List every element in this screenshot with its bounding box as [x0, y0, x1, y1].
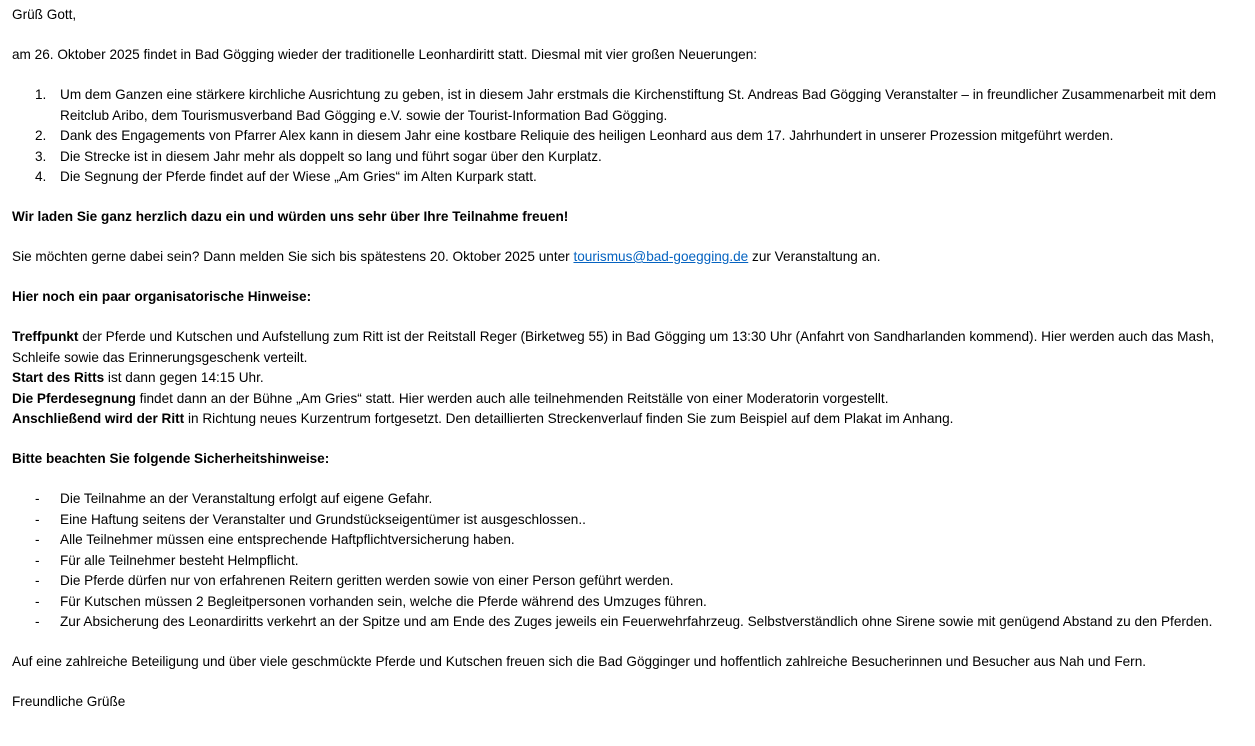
safety-heading — [12, 449, 1247, 470]
org-item-label: Anschließend wird der Ritt — [12, 411, 185, 426]
list-item-text: Für Kutschen müssen 2 Begleitpersonen vorhanden sein, welche die Pferde während des Umzuges führen. — [60, 593, 707, 609]
org-item-text: ist dann gegen 14:15 Uhr. — [104, 370, 264, 385]
dash-bullet: - — [35, 552, 40, 568]
org-item-meeting-point — [12, 327, 1247, 368]
dash-bullet: - — [35, 593, 40, 609]
signoff: Freundliche Grüße — [12, 694, 126, 709]
org-heading-text: Hier noch ein paar organisatorische Hinweise: — [12, 289, 312, 304]
innovations-list — [12, 85, 1247, 188]
list-item — [12, 167, 1247, 188]
spacer — [12, 268, 1247, 288]
list-item — [12, 571, 1247, 592]
org-item-start — [12, 368, 1247, 389]
list-item-text: Die Teilnahme an der Veranstaltung erfolgt auf eigene Gefahr. — [60, 491, 433, 506]
closing-paragraph: Auf eine zahlreiche Beteiligung und über viele geschmückte Pferde und Kutschen freuen sich die Bad Gögginger und hoffentlich zahlreiche Besucherinnen und Besucher aus Nah und Fern. — [12, 654, 1147, 669]
list-item — [12, 612, 1247, 633]
invitation-paragraph — [12, 207, 1247, 228]
org-item-label: Die Pferdesegnung — [12, 390, 136, 406]
spacer — [12, 188, 1247, 208]
spacer — [12, 633, 1247, 653]
org-item-text: in Richtung neues Kurzentrum fortgesetzt. Den detaillierten Streckenverlauf finden Sie zum Beispiel auf dem Plakat im Anhang. — [184, 411, 954, 426]
dash-bullet: - — [35, 511, 40, 527]
org-item-text: der Pferde und Kutschen und Aufstellung zum Ritt ist der Reitstall Reger (Birketweg 55) in Bad Gögging um 13:30 Uhr (Anfahrt von Sandharlanden kommend). Hier werden auch das Mash, Schleife sowie das Erinnerungsgeschenk verteilt. — [12, 329, 1215, 365]
list-item-text: Um dem Ganzen eine stärkere kirchliche Ausrichtung zu geben, ist in diesem Jahr erstmals die Kirchenstiftung St. Andreas Bad Gögging Veranstalter – in freundlicher Zusammenarbeit mit dem Reitclub Aribo, dem Tourismusverband Bad Gögging e.V. sowie der Tourist-Information Bad Gögging. — [60, 87, 1217, 123]
list-item-text: Alle Teilnehmer müssen eine entsprechende Haftpflichtversicherung haben. — [60, 532, 515, 547]
list-item — [12, 592, 1247, 613]
dash-bullet: - — [35, 614, 40, 629]
list-item-text: Die Strecke ist in diesem Jahr mehr als doppelt so lang und führt sogar über den Kurplatz. — [60, 148, 602, 164]
org-item-label: Start des Ritts — [12, 370, 105, 385]
list-item — [12, 85, 1247, 126]
invitation-text: Wir laden Sie ganz herzlich dazu ein und würden uns sehr über Ihre Teilnahme freuen! — [12, 209, 569, 224]
spacer — [12, 470, 1247, 490]
list-item — [12, 510, 1247, 531]
greeting: Grüß Gott, — [12, 7, 77, 22]
list-item — [12, 530, 1247, 551]
registration-text-after: zur Veranstaltung an. — [748, 249, 881, 264]
safety-heading-text: Bitte beachten Sie folgende Sicherheitshinweise: — [12, 451, 330, 466]
list-item-text: Für alle Teilnehmer besteht Helmpflicht. — [60, 552, 299, 568]
spacer — [12, 66, 1247, 86]
dash-bullet: - — [35, 532, 40, 547]
spacer — [12, 308, 1247, 328]
spacer — [12, 228, 1247, 248]
list-item — [12, 489, 1247, 510]
list-item-text: Eine Haftung seitens der Veranstalter und Grundstückseigentümer ist ausgeschlossen.. — [60, 511, 586, 527]
list-number: 3. — [35, 148, 47, 164]
list-item-text: Zur Absicherung des Leonardiritts verkehrt an der Spitze und am Ende des Zuges jeweils ein Feuerwehrfahrzeug. Selbstverständlich ohne Sirene sowie mit genügend Abstand zu den Pferden. — [60, 614, 1213, 629]
safety-list — [12, 489, 1247, 633]
list-item-text: Dank des Engagements von Pfarrer Alex kann in diesem Jahr eine kostbare Reliquie des heiligen Leonhard aus dem 17. Jahrhundert in unserer Prozession mitgeführt werden. — [60, 128, 1114, 143]
list-item — [12, 147, 1247, 168]
list-number: 2. — [35, 128, 47, 143]
intro-paragraph: am 26. Oktober 2025 findet in Bad Gögging wieder der traditionelle Leonhardiritt statt. Diesmal mit vier großen Neuerungen: — [12, 47, 758, 62]
list-item — [12, 551, 1247, 572]
email-link[interactable]: tourismus@bad-goegging.de — [573, 249, 749, 264]
list-item-text: Die Segnung der Pferde findet auf der Wiese „Am Gries“ im Alten Kurpark statt. — [60, 169, 537, 184]
registration-text-before: Sie möchten gerne dabei sein? Dann melden Sie sich bis spätestens 20. Oktober 2025 unter — [12, 249, 574, 264]
org-item-blessing — [12, 389, 1247, 410]
list-item — [12, 126, 1247, 147]
list-number: 1. — [35, 87, 47, 102]
spacer — [12, 430, 1247, 450]
registration-paragraph — [12, 247, 1247, 268]
org-item-text: findet dann an der Bühne „Am Gries“ statt. Hier werden auch alle teilnehmenden Reitställe von einer Moderatorin vorgestellt. — [135, 390, 889, 406]
list-number: 4. — [35, 169, 47, 184]
spacer — [12, 26, 1247, 46]
dash-bullet: - — [35, 573, 40, 588]
org-heading — [12, 287, 1247, 308]
dash-bullet: - — [35, 491, 40, 506]
org-item-label: Treffpunkt — [12, 329, 79, 344]
list-item-text: Die Pferde dürfen nur von erfahrenen Reitern geritten werden sowie von einer Person geführt werden. — [60, 573, 674, 588]
spacer — [12, 673, 1247, 693]
org-item-continuation — [12, 409, 1247, 430]
